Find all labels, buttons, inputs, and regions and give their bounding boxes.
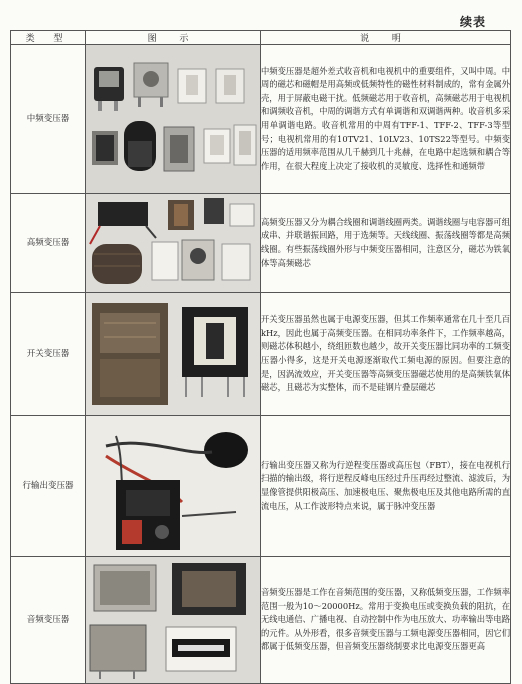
table-row xyxy=(11,416,511,557)
flyback-transformer-photo xyxy=(86,416,261,556)
figure-cell xyxy=(86,557,261,684)
description-cell: 高频变压器又分为耦合线圈和调谐线圈两类。调谐线圈与电容器可组成串、并联谐振回路，用于选频等。天线线圈、振荡线圈等都是高频线圈。有些振荡线圈外形与中频变压器相同，注意区分，磁芯为铁氧体等高频磁芯 xyxy=(261,194,511,293)
description-cell: 音频变压器是工作在音频范围的变压器，又称低频变压器，工作频率范围一般为10～20000Hz。常用于变换电压或变换负载的阻抗，在无线电通信、广播电视、自动控制中作为电压放大、功率输出等电路的元件。从外形看，很多音频变压器与工频电源变压器相同，因它们都属于低频变压器，但音频变压器绕制要求比电源变压器更高 xyxy=(261,557,511,684)
type-cell: 行输出变压器 xyxy=(11,416,86,557)
type-cell: 音频变压器 xyxy=(11,557,86,684)
figure-cell xyxy=(86,194,261,293)
table-row xyxy=(11,293,511,416)
header-description: 说 明 xyxy=(261,31,511,45)
figure-cell xyxy=(86,416,261,557)
type-cell: 开关变压器 xyxy=(11,293,86,416)
audio-transformer-photo xyxy=(86,557,261,683)
description-cell: 开关变压器虽然也属于电源变压器，但其工作频率通常在几十至几百kHz，因此也属于高频变压器。在相同功率条件下，工作频率越高，则磁芯体积越小，绕组匝数也越少，故开关变压器比同功率的工频变压器小得多，这是开关电源逐渐取代工频电源的原因。但要注意的是，因涡流效应，开关变压器等高频变压器磁芯使用的是高频铁氧体磁芯，且磁芯为实整体，而不是硅钢片叠层磁芯 xyxy=(261,293,511,416)
description-cell: 行输出变压器又称为行逆程变压器或高压包（FBT），接在电视机行扫描的输出级，将行逆程反峰电压经过升压再经过整流、滤波后，为显像管提供阳极高压、加速极电压、聚焦极电压及其他电路所需的直流电压，从工作波形特点来说，属于脉冲变压器 xyxy=(261,416,511,557)
transformer-table xyxy=(10,30,511,684)
figure-cell xyxy=(86,293,261,416)
description-cell: 中频变压器是超外差式收音机和电视机中的重要组件，又叫中周。中周的磁芯和磁帽是用高频或低频特性的磁性材料制成的，常有金属外壳，用于屏蔽电磁干扰。低频磁芯用于收音机，高频磁芯用于电视机和调频收音机，中周的调谐方式有单调谐和双调谐两种。收音机多采用单调谐电路。收音机常用的中周有TFF-1、TFF-2、TFF-3等型号；电视机常用的有10TV21、10LV23、10TS22等型号。中频变压器的适用频率范围从几千赫到几十兆赫，在电路中起选频和耦合等作用，在很大程度上决定了接收机的灵敏度、选择性和通频带 xyxy=(261,45,511,194)
switching-transformer-photo xyxy=(86,293,261,415)
hf-transformer-photo xyxy=(86,194,261,292)
figure-cell xyxy=(86,45,261,194)
type-cell: 高频变压器 xyxy=(11,194,86,293)
continued-label: 续表 xyxy=(459,15,486,29)
table-row xyxy=(11,194,511,293)
table-row xyxy=(11,557,511,684)
header-row xyxy=(11,31,511,45)
if-transformer-photo xyxy=(86,45,261,193)
header-type: 类 型 xyxy=(11,31,86,45)
header-figure: 图 示 xyxy=(86,31,261,45)
table-row xyxy=(11,45,511,194)
type-cell: 中频变压器 xyxy=(11,45,86,194)
